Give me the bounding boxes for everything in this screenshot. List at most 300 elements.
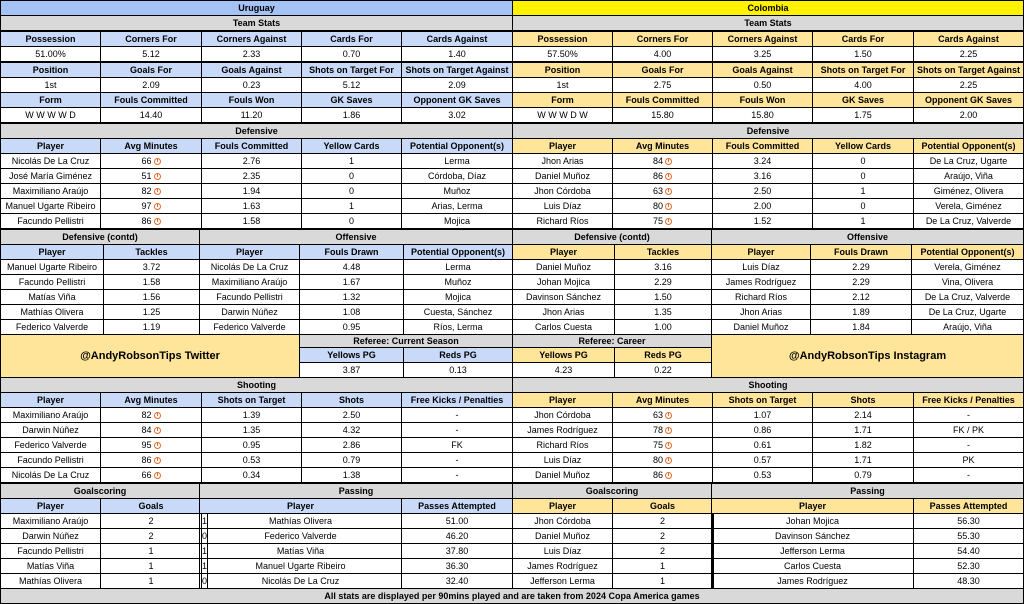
table-cell: 3.16 xyxy=(712,168,813,184)
stat-header: Possession xyxy=(512,31,613,47)
table-cell: Maximiliano Araújo xyxy=(0,513,101,529)
column-header: Player xyxy=(0,244,104,260)
column-header: Player xyxy=(0,498,101,514)
column-header: Yellows PG xyxy=(299,347,404,363)
table-cell: 1.94 xyxy=(201,183,302,199)
table-cell: Jhon Arias xyxy=(512,304,615,320)
table-cell xyxy=(612,198,713,214)
table-cell: 1.56 xyxy=(103,289,200,305)
stat-header: Cards Against xyxy=(913,31,1024,47)
table-cell xyxy=(612,168,713,184)
table-cell: 0.79 xyxy=(301,452,402,468)
column-header: Shots xyxy=(812,392,914,408)
stopwatch-icon xyxy=(154,173,161,180)
table-cell: 1.35 xyxy=(201,422,302,438)
table-cell: Mojica xyxy=(401,213,513,229)
stat-header: Cards For xyxy=(301,31,402,47)
stat-value: 1.86 xyxy=(301,107,402,123)
table-cell: 2 xyxy=(612,528,713,544)
stopwatch-icon xyxy=(154,412,161,419)
table-cell: 1 xyxy=(100,543,202,559)
column-header: Shots xyxy=(301,392,402,408)
stat-value: W W W D W xyxy=(512,107,613,123)
table-cell xyxy=(612,153,713,169)
table-cell: 0 xyxy=(812,198,914,214)
minutes-value: 80 xyxy=(652,454,663,465)
footer-note: All stats are displayed per 90mins played and are taken from 2024 Copa America games xyxy=(0,588,1024,604)
stat-header: GK Saves xyxy=(301,92,402,108)
table-cell xyxy=(612,437,713,453)
shooting-title: Shooting xyxy=(512,377,1024,393)
table-cell: 51.00 xyxy=(401,513,513,529)
table-cell: FK / PK xyxy=(913,422,1024,438)
stat-header: Shots on Target Against xyxy=(913,62,1024,78)
minutes-value: 95 xyxy=(141,439,152,450)
table-cell: Nicolás De La Cruz xyxy=(199,259,300,275)
stat-value: 4.00 xyxy=(612,46,713,62)
table-cell: 1 xyxy=(100,558,202,574)
table-cell xyxy=(100,213,202,229)
passing-title: Passing xyxy=(711,483,1024,499)
table-cell: 1.25 xyxy=(103,304,200,320)
table-cell: Mathías Olivera xyxy=(0,304,104,320)
stat-value: 3.02 xyxy=(401,107,513,123)
table-cell: 1 xyxy=(812,183,914,199)
minutes-value: 63 xyxy=(652,409,663,420)
table-cell: Johan Mojica xyxy=(512,274,615,290)
table-cell: Nicolás De La Cruz xyxy=(0,467,101,483)
stat-header: Corners Against xyxy=(201,31,302,47)
table-cell: Luis Díaz xyxy=(711,259,811,275)
table-cell: 37.80 xyxy=(401,543,513,559)
column-header: Tackles xyxy=(614,244,712,260)
table-cell xyxy=(100,422,202,438)
table-cell: Matías Viña xyxy=(199,543,402,559)
referee-current-title: Referee: Current Season xyxy=(299,334,513,348)
column-header: Potential Opponent(s) xyxy=(913,138,1024,154)
stopwatch-icon xyxy=(154,218,161,225)
twitter-promo: @AndyRobsonTips Twitter xyxy=(0,334,300,378)
table-cell: 1.07 xyxy=(712,407,813,423)
stat-value: 2.75 xyxy=(612,77,713,93)
team-stats-title: Team Stats xyxy=(0,15,513,31)
table-cell: James Rodríguez xyxy=(512,558,613,574)
stat-value: 1.50 xyxy=(812,46,914,62)
minutes-value: 63 xyxy=(652,185,663,196)
table-cell: Carlos Cuesta xyxy=(711,558,914,574)
table-cell: 2.50 xyxy=(301,407,402,423)
table-cell: 0.95 xyxy=(299,319,404,335)
team-name-colombia: Colombia xyxy=(512,0,1024,16)
column-header: Player xyxy=(199,498,402,514)
offensive-title: Offensive xyxy=(199,229,513,245)
table-cell: Daniel Muñoz xyxy=(512,168,613,184)
column-header: Passes Attempted xyxy=(913,498,1024,514)
table-cell: 2.86 xyxy=(301,437,402,453)
table-cell: 1.19 xyxy=(103,319,200,335)
stat-header: Form xyxy=(0,92,101,108)
column-header: Reds PG xyxy=(614,347,712,363)
table-cell: 4.23 xyxy=(512,362,615,378)
table-cell: - xyxy=(401,422,513,438)
table-cell: De La Cruz, Ugarte xyxy=(913,153,1024,169)
stat-header: Fouls Committed xyxy=(100,92,202,108)
table-cell: Nicolás De La Cruz xyxy=(199,573,402,589)
minutes-value: 86 xyxy=(141,215,152,226)
table-cell: 1 xyxy=(201,543,208,559)
table-cell: - xyxy=(913,467,1024,483)
table-cell: 0.57 xyxy=(712,452,813,468)
stat-value: 4.00 xyxy=(812,77,914,93)
table-cell: Jefferson Lerma xyxy=(711,543,914,559)
table-cell: 2.29 xyxy=(614,274,712,290)
table-cell: 36.30 xyxy=(401,558,513,574)
stat-header: Fouls Won xyxy=(712,92,813,108)
table-cell: 1.82 xyxy=(812,437,914,453)
table-cell: 1.58 xyxy=(201,213,302,229)
table-cell xyxy=(100,452,202,468)
column-header: Free Kicks / Penalties xyxy=(401,392,513,408)
stat-value: 15.80 xyxy=(612,107,713,123)
table-cell: 0 xyxy=(201,528,208,544)
stat-header: Corners For xyxy=(100,31,202,47)
instagram-promo: @AndyRobsonTips Instagram xyxy=(711,334,1024,378)
column-header: Fouls Drawn xyxy=(299,244,404,260)
table-cell: 2.29 xyxy=(810,259,912,275)
stat-header: Shots on Target Against xyxy=(401,62,513,78)
table-cell: PK xyxy=(913,452,1024,468)
column-header: Tackles xyxy=(103,244,200,260)
column-header: Fouls Committed xyxy=(201,138,302,154)
table-cell: James Rodríguez xyxy=(711,274,811,290)
table-cell xyxy=(100,467,202,483)
stopwatch-icon xyxy=(665,472,672,479)
column-header: Avg Minutes xyxy=(612,138,713,154)
stat-value: 1st xyxy=(512,77,613,93)
table-cell: Nicolás De La Cruz xyxy=(0,153,101,169)
table-cell: Richard Ríos xyxy=(711,289,811,305)
stat-value: 3.25 xyxy=(712,46,813,62)
table-cell: Mojica xyxy=(403,289,513,305)
stopwatch-icon xyxy=(665,457,672,464)
table-cell: Luis Díaz xyxy=(512,198,613,214)
table-cell: Facundo Pellistri xyxy=(199,289,300,305)
table-cell: 2.14 xyxy=(812,407,914,423)
referee-career-title: Referee: Career xyxy=(512,334,712,348)
table-cell: Facundo Pellistri xyxy=(0,274,104,290)
stat-value: 11.20 xyxy=(201,107,302,123)
table-cell: Darwin Núñez xyxy=(199,304,300,320)
table-cell: 0 xyxy=(812,153,914,169)
table-cell: 0.22 xyxy=(614,362,712,378)
table-cell: Darwin Núñez xyxy=(0,528,101,544)
minutes-value: 75 xyxy=(652,439,663,450)
minutes-value: 84 xyxy=(652,155,663,166)
table-cell: Jhon Arias xyxy=(711,304,811,320)
table-cell: 1.89 xyxy=(810,304,912,320)
table-cell: 0.34 xyxy=(201,467,302,483)
table-cell xyxy=(100,153,202,169)
team-name-uruguay: Uruguay xyxy=(0,0,513,16)
table-cell: 1.08 xyxy=(299,304,404,320)
stat-value: 5.12 xyxy=(301,77,402,93)
table-cell: 2 xyxy=(100,528,202,544)
table-cell: Facundo Pellistri xyxy=(0,543,101,559)
table-cell: James Rodríguez xyxy=(711,573,914,589)
table-cell: 1 xyxy=(301,198,402,214)
table-cell: Daniel Muñoz xyxy=(711,319,811,335)
table-cell xyxy=(100,437,202,453)
table-cell xyxy=(612,467,713,483)
column-header: Potential Opponent(s) xyxy=(911,244,1024,260)
table-cell: Maximiliano Araújo xyxy=(0,407,101,423)
table-cell: 2.50 xyxy=(712,183,813,199)
table-cell: Vina, Olivera xyxy=(911,274,1024,290)
table-cell: - xyxy=(401,467,513,483)
table-cell: Matías Viña xyxy=(0,558,101,574)
table-cell: Manuel Ugarte Ribeiro xyxy=(199,558,402,574)
stat-value: 2.25 xyxy=(913,77,1024,93)
stopwatch-icon xyxy=(665,442,672,449)
defensive-contd-title: Defensive (contd) xyxy=(0,229,200,245)
table-cell: 0 xyxy=(812,168,914,184)
table-cell: Richard Ríos xyxy=(512,437,613,453)
team-stats-title: Team Stats xyxy=(512,15,1024,31)
table-cell: 2 xyxy=(612,543,713,559)
minutes-value: 75 xyxy=(652,215,663,226)
stopwatch-icon xyxy=(154,457,161,464)
table-cell: 1 xyxy=(612,573,713,589)
table-cell xyxy=(100,198,202,214)
table-cell: Luis Díaz xyxy=(512,452,613,468)
offensive-title: Offensive xyxy=(711,229,1024,245)
table-cell: De La Cruz, Ugarte xyxy=(911,304,1024,320)
stat-value: 0.70 xyxy=(301,46,402,62)
column-header: Player xyxy=(199,244,300,260)
table-cell: James Rodríguez xyxy=(512,422,613,438)
table-cell: 2 xyxy=(612,513,713,529)
table-cell: Ríos, Lerma xyxy=(403,319,513,335)
table-cell: Araújo, Viña xyxy=(911,319,1024,335)
table-cell: Mathías Olivera xyxy=(0,573,101,589)
stat-header: Position xyxy=(0,62,101,78)
table-cell: 1 xyxy=(612,558,713,574)
table-cell: FK xyxy=(401,437,513,453)
table-cell: 0 xyxy=(301,183,402,199)
stopwatch-icon xyxy=(154,442,161,449)
table-cell: Daniel Muñoz xyxy=(512,259,615,275)
table-cell: Jefferson Lerma xyxy=(512,573,613,589)
stat-header: GK Saves xyxy=(812,92,914,108)
stat-header: Goals Against xyxy=(201,62,302,78)
stat-header: Cards Against xyxy=(401,31,513,47)
minutes-value: 86 xyxy=(652,469,663,480)
table-cell: - xyxy=(401,407,513,423)
defensive-title: Defensive xyxy=(0,123,513,139)
passing-title: Passing xyxy=(199,483,513,499)
table-cell: Arias, Lerma xyxy=(401,198,513,214)
table-cell: Araújo, Viña xyxy=(913,168,1024,184)
minutes-value: 78 xyxy=(652,424,663,435)
table-cell xyxy=(612,422,713,438)
table-cell: 3.87 xyxy=(299,362,404,378)
stat-value: 2.25 xyxy=(913,46,1024,62)
stat-header: Fouls Won xyxy=(201,92,302,108)
goalscoring-title: Goalscoring xyxy=(512,483,712,499)
stopwatch-icon xyxy=(665,218,672,225)
minutes-value: 84 xyxy=(141,424,152,435)
column-header: Player xyxy=(0,138,101,154)
stat-header: Opponent GK Saves xyxy=(913,92,1024,108)
table-cell: 32.40 xyxy=(401,573,513,589)
table-cell xyxy=(100,168,202,184)
table-cell: Federico Valverde xyxy=(199,528,402,544)
column-header: Yellows PG xyxy=(512,347,615,363)
stat-value: 1.75 xyxy=(812,107,914,123)
stat-value: 51.00% xyxy=(0,46,101,62)
minutes-value: 86 xyxy=(652,170,663,181)
table-cell: Verela, Giménez xyxy=(913,198,1024,214)
stopwatch-icon xyxy=(665,412,672,419)
table-cell: 4.48 xyxy=(299,259,404,275)
table-cell: De La Cruz, Valverde xyxy=(913,213,1024,229)
minutes-value: 51 xyxy=(141,170,152,181)
stat-value: 0.23 xyxy=(201,77,302,93)
column-header: Avg Minutes xyxy=(100,138,202,154)
table-cell: Davinson Sánchez xyxy=(711,528,914,544)
table-cell: 0.53 xyxy=(201,452,302,468)
column-header: Goals xyxy=(100,498,202,514)
table-cell: Lerma xyxy=(401,153,513,169)
column-header: Shots on Target xyxy=(712,392,813,408)
stat-value: 1st xyxy=(0,77,101,93)
table-cell xyxy=(612,213,713,229)
column-header: Potential Opponent(s) xyxy=(403,244,513,260)
table-cell: 2.12 xyxy=(810,289,912,305)
column-header: Reds PG xyxy=(403,347,513,363)
table-cell: 1.71 xyxy=(812,422,914,438)
table-cell: 46.20 xyxy=(401,528,513,544)
minutes-value: 66 xyxy=(141,155,152,166)
stat-value: 57.50% xyxy=(512,46,613,62)
table-cell: 55.30 xyxy=(913,528,1024,544)
stat-header: Corners For xyxy=(612,31,713,47)
table-cell: 1.67 xyxy=(299,274,404,290)
table-cell: 52.30 xyxy=(913,558,1024,574)
stopwatch-icon xyxy=(154,472,161,479)
minutes-value: 66 xyxy=(141,469,152,480)
column-header: Yellow Cards xyxy=(301,138,402,154)
stat-header: Position xyxy=(512,62,613,78)
table-cell: 3.16 xyxy=(614,259,712,275)
table-cell: 3.24 xyxy=(712,153,813,169)
column-header: Player xyxy=(512,498,613,514)
table-cell: 2.29 xyxy=(810,274,912,290)
table-cell: 3.72 xyxy=(103,259,200,275)
column-header: Shots on Target xyxy=(201,392,302,408)
table-cell: 1.71 xyxy=(812,452,914,468)
table-cell xyxy=(612,183,713,199)
column-header: Player xyxy=(512,392,613,408)
table-cell: Manuel Ugarte Ribeiro xyxy=(0,259,104,275)
table-cell: 1.58 xyxy=(103,274,200,290)
column-header: Player xyxy=(711,244,811,260)
table-cell: 1.39 xyxy=(201,407,302,423)
stat-value: 0.50 xyxy=(712,77,813,93)
column-header: Potential Opponent(s) xyxy=(401,138,513,154)
table-cell: 56.30 xyxy=(913,513,1024,529)
column-header: Passes Attempted xyxy=(401,498,513,514)
table-cell: 1 xyxy=(201,513,208,529)
table-cell: Matías Viña xyxy=(0,289,104,305)
stat-header: Goals Against xyxy=(712,62,813,78)
table-cell: 2.00 xyxy=(712,198,813,214)
stopwatch-icon xyxy=(665,173,672,180)
stopwatch-icon xyxy=(154,188,161,195)
table-cell: 1 xyxy=(100,573,202,589)
stat-value: 2.09 xyxy=(100,77,202,93)
table-cell: - xyxy=(401,452,513,468)
table-cell: 1.00 xyxy=(614,319,712,335)
table-cell: - xyxy=(913,437,1024,453)
table-cell xyxy=(100,183,202,199)
stat-header: Cards For xyxy=(812,31,914,47)
table-cell: Daniel Muñoz xyxy=(512,467,613,483)
table-cell: Carlos Cuesta xyxy=(512,319,615,335)
table-cell: 1 xyxy=(301,153,402,169)
column-header: Avg Minutes xyxy=(100,392,202,408)
table-cell: Jhon Córdoba xyxy=(512,183,613,199)
table-cell: Jhon Arias xyxy=(512,153,613,169)
column-header: Yellow Cards xyxy=(812,138,914,154)
table-cell: 2.35 xyxy=(201,168,302,184)
column-header: Player xyxy=(0,392,101,408)
table-cell: Lerma xyxy=(403,259,513,275)
table-cell: 1.35 xyxy=(614,304,712,320)
table-cell: Cuesta, Sánchez xyxy=(403,304,513,320)
table-cell: Davinson Sánchez xyxy=(512,289,615,305)
stat-header: Goals For xyxy=(612,62,713,78)
stat-value: 15.80 xyxy=(712,107,813,123)
stopwatch-icon xyxy=(665,203,672,210)
stat-value: 2.00 xyxy=(913,107,1024,123)
table-cell: 1.52 xyxy=(712,213,813,229)
table-cell xyxy=(100,407,202,423)
table-cell: Facundo Pellistri xyxy=(0,452,101,468)
stat-header: Opponent GK Saves xyxy=(401,92,513,108)
stopwatch-icon xyxy=(665,427,672,434)
table-cell: - xyxy=(913,407,1024,423)
stat-header: Corners Against xyxy=(712,31,813,47)
stopwatch-icon xyxy=(154,203,161,210)
stopwatch-icon xyxy=(665,188,672,195)
table-cell: 1 xyxy=(812,213,914,229)
table-cell: 0.53 xyxy=(712,467,813,483)
defensive-title: Defensive xyxy=(512,123,1024,139)
table-cell: 0 xyxy=(201,573,208,589)
shooting-title: Shooting xyxy=(0,377,513,393)
table-cell: 0.13 xyxy=(403,362,513,378)
stat-header: Shots on Target For xyxy=(301,62,402,78)
table-cell: Federico Valverde xyxy=(199,319,300,335)
stat-header: Goals For xyxy=(100,62,202,78)
table-cell xyxy=(612,452,713,468)
column-header: Fouls Drawn xyxy=(810,244,912,260)
table-cell: Córdoba, Díaz xyxy=(401,168,513,184)
table-cell: 1.84 xyxy=(810,319,912,335)
stopwatch-icon xyxy=(154,158,161,165)
table-cell: Jhon Córdoba xyxy=(512,407,613,423)
